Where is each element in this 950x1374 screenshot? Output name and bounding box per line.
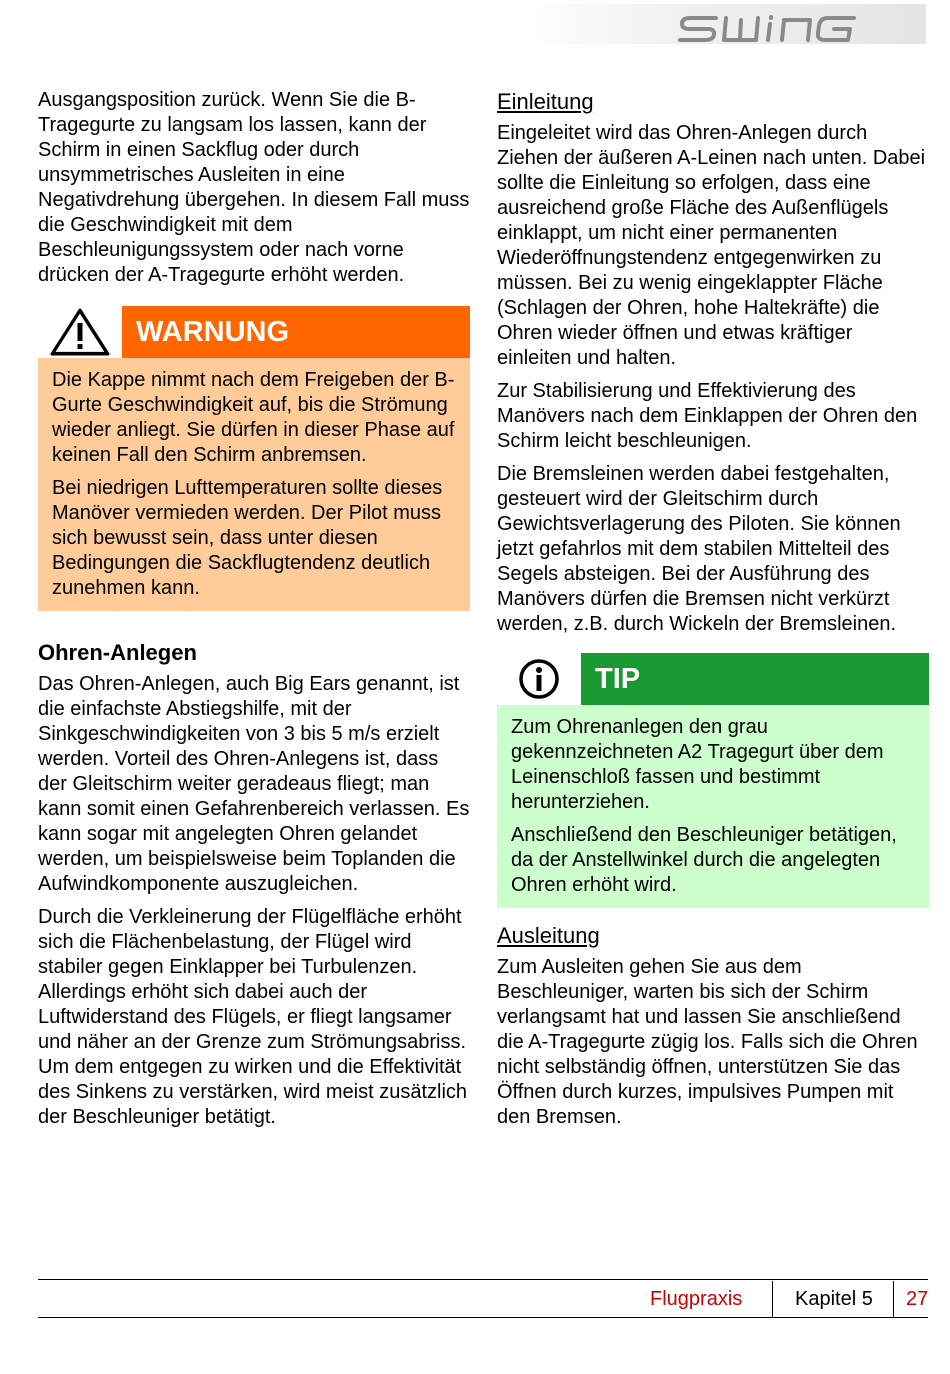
tip-paragraph: Anschließend den Beschleuniger betätigen, da der Anstellwinkel durch die angelegten Ohren erhöht wird.: [511, 824, 897, 896]
warning-body: [38, 358, 470, 611]
intro-paragraph: Ausgangsposition zurück. Wenn Sie die B-Tragegurte zu langsam los lassen, kann der Schirm in einen Sackflug oder durch unsymmetrisches Ausleiten in eine Negativdrehung übergehen. In diesem Fall muss die Geschwindigkeit mit dem Beschleunigungssystem oder nach vorne drücken der A-Tragegurte erhöht werden.: [38, 89, 470, 286]
footer-divider: [772, 1281, 773, 1317]
tip-paragraph: Zum Ohrenanlegen den grau gekennzeichneten A2 Tragegurt über dem Leinenschloß fassen und bestimmt herunterziehen.: [511, 716, 884, 813]
footer: [38, 1281, 928, 1317]
body-paragraph: Zur Stabilisierung und Effektivierung des Manövers nach dem Einklappen der Ohren den Schirm leicht beschleunigen.: [497, 380, 918, 452]
einleitung-heading: Einleitung: [497, 89, 594, 114]
tip-box: [497, 653, 929, 908]
footer-chapter: Kapitel 5: [795, 1288, 873, 1310]
section-title: Ohren-Anlegen: [38, 640, 197, 665]
footer-bottom-rule: [38, 1317, 928, 1318]
footer-divider: [893, 1281, 894, 1317]
footer-top-rule: [38, 1279, 928, 1280]
body-paragraph: Durch die Verkleinerung der Flügelfläche erhöht sich die Flächenbelastung, der Flügel wird stabiler gegen Einklapper bei Turbulenzen. Allerdings erhöht sich dabei auch der Luftwiderstand des Flügels, er fliegt langsamer und näher an der Grenze zum Strömungsabriss. Um dem entgegen zu wirken und die Effektivität des Sinkens zu verstärken, wird meist zusätzlich der Beschleuniger betätigt.: [38, 906, 468, 1128]
warning-paragraph: Die Kappe nimmt nach dem Freigeben der B-Gurte Geschwindigkeit auf, bis die Strömung wieder anliegt. Sie dürfen in dieser Phase auf keinen Fall den Schirm anbremsen.: [52, 369, 455, 466]
tip-title: TIP: [581, 653, 929, 705]
body-paragraph: Die Bremsleinen werden dabei festgehalten, gesteuert wird der Gleitschirm durch Gewichtsverlagerung des Piloten. Sie können jetzt gefahrlos mit dem stabilen Mittelteil des Segels absteigen. Bei der Ausführung des Manövers dürfen die Bremsen nicht verkürzt werden, z.B. durch Wickeln der Bremsleinen.: [497, 463, 901, 635]
left-column: [38, 88, 470, 1138]
warning-triangle-icon: [38, 306, 122, 358]
tip-body: [497, 705, 929, 908]
body-paragraph: Eingeleitet wird das Ohren-Anlegen durch Ziehen der äußeren A-Leinen nach unten. Dabei sollte die Einleitung so erfolgen, dass eine ausreichend große Fläche des Außenflügels einklappt, um nicht einer permanenten Wiederöffnungstendenz entgegenwirken zu müssen. Bei zu wenig eingeklappter Fläche (Schlagen der Ohren, hohe Haltekräfte) die Ohren wieder öffnen und etwas kräftiger einleiten und halten.: [497, 122, 926, 369]
warning-paragraph: Bei niedrigen Lufttemperaturen sollte dieses Manöver vermieden werden. Der Pilot muss sich bewusst sein, dass unter diesen Bedingungen die Sackflugtendenz deutlich zunehmen kann.: [52, 477, 443, 599]
right-column: [497, 88, 929, 1138]
tip-header: [497, 653, 929, 705]
body-paragraph: Zum Ausleiten gehen Sie aus dem Beschleuniger, warten bis sich der Schirm verlangsamt hat und lassen Sie anschließend die A-Tragegurte zügig los. Falls sich die Ohren nicht selbständig öffnen, unterstützen Sie das Öffnen durch kurzes, impulsives Pumpen mit den Bremsen.: [497, 956, 918, 1128]
footer-section: Flugpraxis: [650, 1288, 743, 1310]
warning-header: [38, 306, 470, 358]
footer-page-number: 27: [906, 1288, 929, 1310]
warning-title: WARNUNG: [122, 306, 470, 358]
ausleitung-heading: Ausleitung: [497, 923, 600, 948]
warning-box: [38, 306, 470, 611]
info-circle-icon: [497, 653, 581, 705]
swing-logo: [678, 12, 882, 46]
body-paragraph: Das Ohren-Anlegen, auch Big Ears genannt, ist die einfachste Abstiegshilfe, mit der Sinkgeschwindigkeiten von 3 bis 5 m/s erzielt werden. Vorteil des Ohren-Anlegens ist, dass der Gleitschirm weiter geradeaus fliegt; man kann somit einen Gefahrenbereich verlassen. Es kann sogar mit angelegten Ohren gelandet werden, um beispielsweise beim Toplanden die Aufwindkomponente auszugleichen.: [38, 673, 470, 895]
